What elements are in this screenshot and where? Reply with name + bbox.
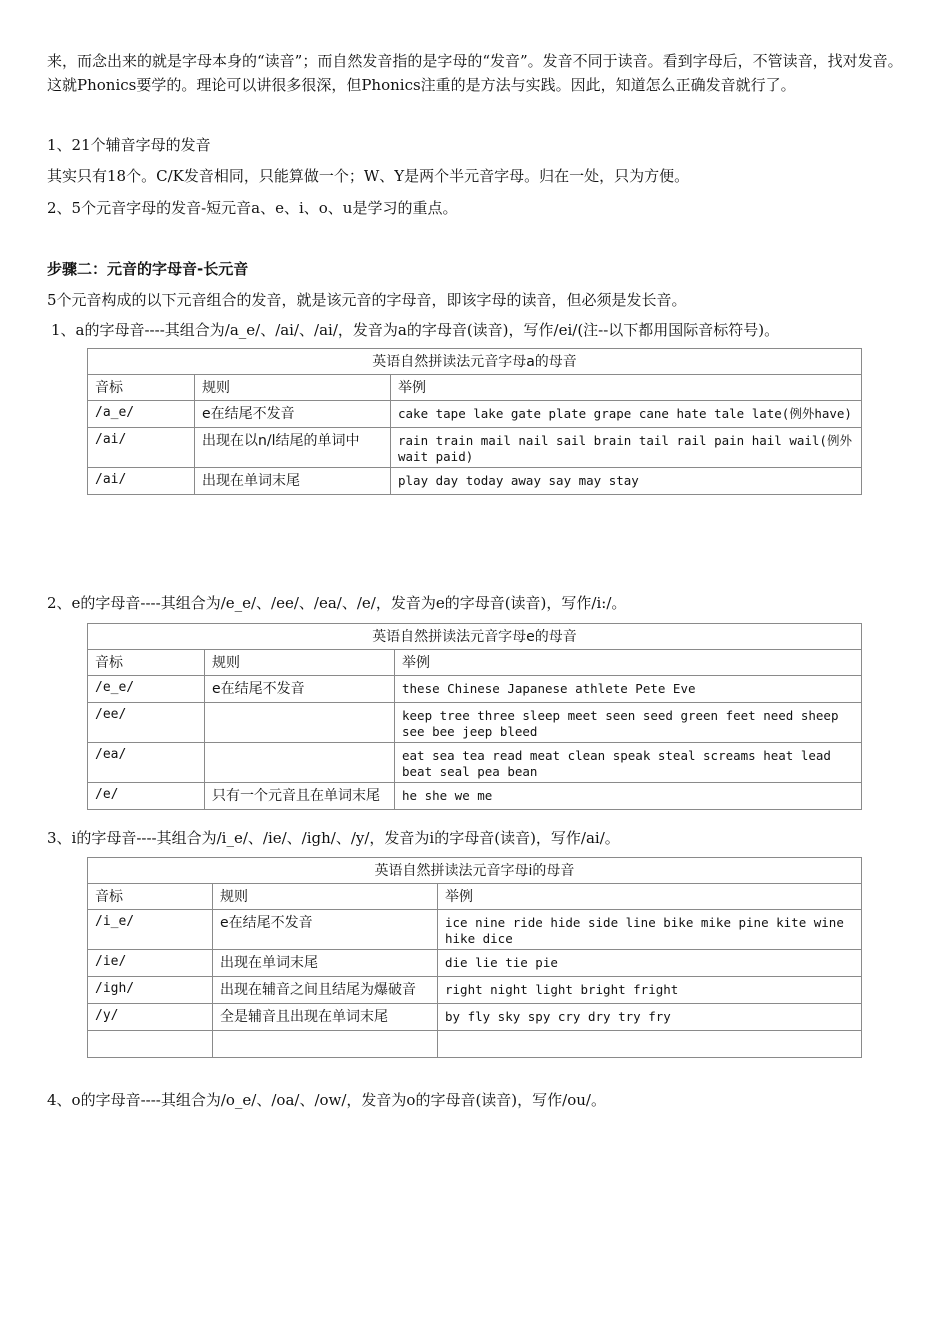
- consonant-note: 其实只有18个。C/K发音相同，只能算做一个；W、Y是两个半元音字母。归在一处，只为方便。: [47, 167, 690, 185]
- example-cell: he she we me: [395, 783, 862, 810]
- table-caption: 英语自然拼读法元音字母i的母音: [88, 858, 862, 884]
- letter-a-table: [87, 348, 862, 495]
- example-cell: eat sea tea read meat clean speak steal screams heat lead beat seal pea bean: [395, 743, 862, 783]
- intro-paragraph: 来，而念出来的就是字母本身的“读音”；而自然发音指的是字母的“发音”。发音不同于读音。看到字母后，不管读音，找对发音。这就Phonics要学的。理论可以讲很多很深，但Phonics注重的是方法与实践。因此，知道怎么正确发音就行了。: [47, 52, 903, 94]
- table-row: [88, 1031, 862, 1058]
- rule-cell: e在结尾不发音: [195, 401, 391, 428]
- table-row: [88, 783, 862, 810]
- symbol-cell: /ie/: [88, 950, 213, 977]
- example-cell: die lie tie pie: [438, 950, 862, 977]
- example-cell: ice nine ride hide side line bike mike pine kite wine hike dice: [438, 910, 862, 950]
- table-row: [88, 743, 862, 783]
- letter-o-intro: 4、o的字母音----其组合为/o_e/、/oa/、/ow/，发音为o的字母音(读音)，写作/ou/。: [47, 1091, 606, 1109]
- rule-cell: 只有一个元音且在单词末尾: [205, 783, 395, 810]
- long-vowel-intro: 5个元音构成的以下元音组合的发音，就是该元音的字母音，即该字母的读音，但必须是发长音。: [47, 291, 687, 309]
- col-header-example: 举例: [391, 375, 862, 401]
- example-cell: [438, 1031, 862, 1058]
- letter-i-intro: 3、i的字母音----其组合为/i_e/、/ie/、/igh/、/y/，发音为i的字母音(读音)，写作/ai/。: [47, 829, 620, 847]
- rule-cell: 出现在以n/l结尾的单词中: [195, 428, 391, 468]
- col-header-symbol: 音标: [88, 650, 205, 676]
- table-row: [88, 1004, 862, 1031]
- rule-cell: [205, 703, 395, 743]
- table-row: [88, 977, 862, 1004]
- rule-cell: 出现在单词末尾: [213, 950, 438, 977]
- rule-cell: [205, 743, 395, 783]
- table-row: [88, 910, 862, 950]
- rule-cell: e在结尾不发音: [213, 910, 438, 950]
- table-caption: 英语自然拼读法元音字母e的母音: [88, 624, 862, 650]
- example-cell: rain train mail nail sail brain tail rail pain hail wail(例外wait paid): [391, 428, 862, 468]
- symbol-cell: /ee/: [88, 703, 205, 743]
- col-header-rule: 规则: [205, 650, 395, 676]
- col-header-rule: 规则: [195, 375, 391, 401]
- col-header-symbol: 音标: [88, 375, 195, 401]
- letter-e-table: [87, 623, 862, 810]
- table-row: [88, 950, 862, 977]
- col-header-rule: 规则: [213, 884, 438, 910]
- example-cell: right night light bright fright: [438, 977, 862, 1004]
- example-cell: keep tree three sleep meet seen seed green feet need sheep see bee jeep bleed: [395, 703, 862, 743]
- example-cell: cake tape lake gate plate grape cane hate tale late(例外have): [391, 401, 862, 428]
- example-cell: play day today away say may stay: [391, 468, 862, 495]
- symbol-cell: /a_e/: [88, 401, 195, 428]
- symbol-cell: /ea/: [88, 743, 205, 783]
- letter-e-intro: 2、e的字母音----其组合为/e_e/、/ee/、/ea/、/e/，发音为e的字母音(读音)，写作/i:/。: [47, 594, 627, 612]
- letter-i-table: [87, 857, 862, 1058]
- consonant-heading: 1、21个辅音字母的发音: [47, 136, 211, 154]
- letter-a-intro: 1、a的字母音----其组合为/a_e/、/ai/、/ai/，发音为a的字母音(读音)，写作/ei/(注--以下都用国际音标符号)。: [51, 321, 780, 339]
- col-header-symbol: 音标: [88, 884, 213, 910]
- symbol-cell: /igh/: [88, 977, 213, 1004]
- rule-cell: 出现在单词末尾: [195, 468, 391, 495]
- table-row: [88, 676, 862, 703]
- symbol-cell: /ai/: [88, 428, 195, 468]
- symbol-cell: /y/: [88, 1004, 213, 1031]
- rule-cell: 出现在辅音之间且结尾为爆破音: [213, 977, 438, 1004]
- symbol-cell: /e/: [88, 783, 205, 810]
- rule-cell: [213, 1031, 438, 1058]
- table-row: [88, 468, 862, 495]
- symbol-cell: /i_e/: [88, 910, 213, 950]
- symbol-cell: /ai/: [88, 468, 195, 495]
- table-row: [88, 703, 862, 743]
- col-header-example: 举例: [438, 884, 862, 910]
- symbol-cell: [88, 1031, 213, 1058]
- rule-cell: e在结尾不发音: [205, 676, 395, 703]
- col-header-example: 举例: [395, 650, 862, 676]
- vowel-short-note: 2、5个元音字母的发音-短元音a、e、i、o、u是学习的重点。: [47, 199, 458, 217]
- example-cell: by fly sky spy cry dry try fry: [438, 1004, 862, 1031]
- example-cell: these Chinese Japanese athlete Pete Eve: [395, 676, 862, 703]
- table-caption: 英语自然拼读法元音字母a的母音: [88, 349, 862, 375]
- symbol-cell: /e_e/: [88, 676, 205, 703]
- table-row: [88, 401, 862, 428]
- rule-cell: 全是辅音且出现在单词末尾: [213, 1004, 438, 1031]
- table-row: [88, 428, 862, 468]
- step-two-heading: 步骤二：元音的字母音-长元音: [47, 260, 249, 278]
